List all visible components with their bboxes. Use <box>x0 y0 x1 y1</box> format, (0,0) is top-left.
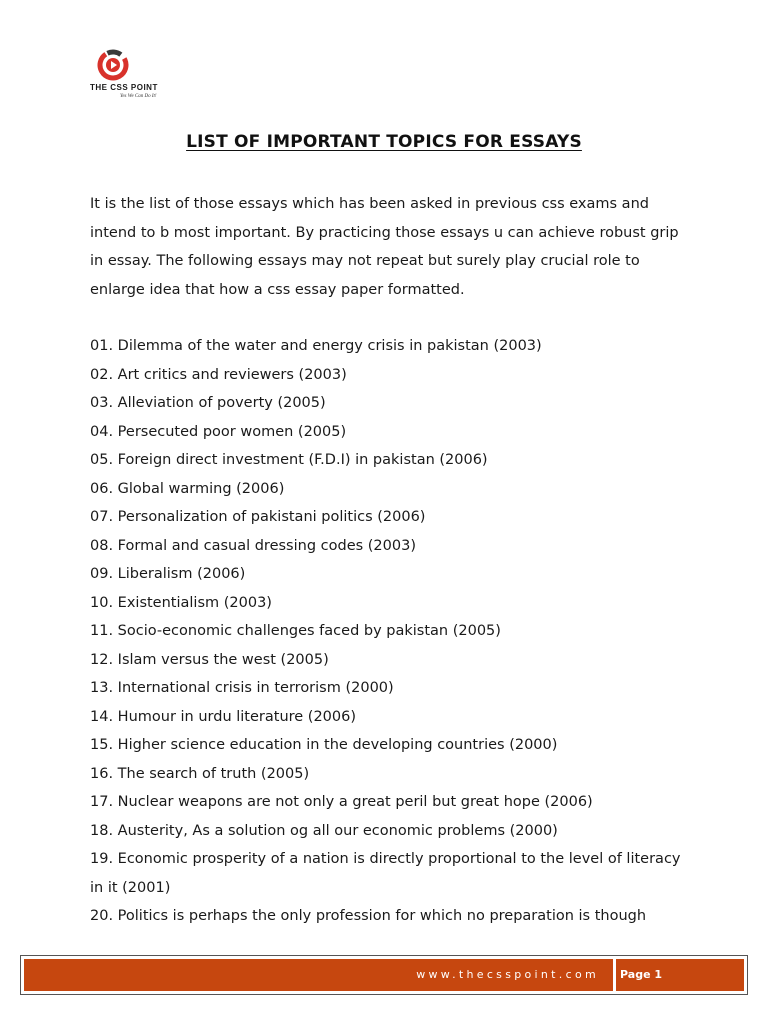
list-item: 05. Foreign direct investment (F.D.I) in pakistan (2006) <box>90 452 488 468</box>
document-body <box>90 190 690 931</box>
footer-divider <box>613 959 616 991</box>
list-item: 17. Nuclear weapons are not only a great peril but great hope (2006) <box>90 794 593 810</box>
footer-url-link[interactable]: www.thecsspoint.com <box>416 968 599 981</box>
list-item: 14. Humour in urdu literature (2006) <box>90 708 357 725</box>
list-item: 01. Dilemma of the water and energy crisis in pakistan (2003) <box>90 338 542 354</box>
logo-text: THE CSS POINT <box>90 83 158 92</box>
page-title: LIST OF IMPORTANT TOPICS FOR ESSAYS <box>186 132 582 152</box>
list-item: 19. Economic prosperity of a nation is directly proportional to the level of literacy in it (2001) <box>90 851 681 896</box>
list-item: 13. International crisis in terrorism (2000) <box>90 680 394 696</box>
list-item: 20. Politics is perhaps the only profession for which no preparation is though <box>90 908 647 924</box>
list-item: 08. Formal and casual dressing codes (2003) <box>90 537 416 554</box>
footer-bar <box>24 959 744 991</box>
page-footer <box>20 955 748 995</box>
list-item: 18. Austerity, As a solution og all our economic problems (2000) <box>90 822 558 839</box>
list-item: 04. Persecuted poor women (2005) <box>90 423 347 440</box>
list-item: 12. Islam versus the west (2005) <box>90 651 329 668</box>
list-item: 02. Art critics and reviewers (2003) <box>90 366 347 383</box>
logo <box>90 48 176 104</box>
list-item: 09. Liberalism (2006) <box>90 566 246 582</box>
list-item: 07. Personalization of pakistani politics (2006) <box>90 509 426 525</box>
list-item: 03. Alleviation of poverty (2005) <box>90 395 326 411</box>
list-item: 11. Socio-economic challenges faced by pakistan (2005) <box>90 623 501 639</box>
list-item: 16. The search of truth (2005) <box>90 765 310 782</box>
logo-emblem-icon <box>96 48 130 82</box>
list-item: 15. Higher science education in the developing countries (2000) <box>90 737 558 753</box>
list-item: 10. Existentialism (2003) <box>90 594 272 611</box>
page-number: Page 1 <box>620 968 663 981</box>
list-item: 06. Global warming (2006) <box>90 480 285 497</box>
intro-paragraph: It is the list of those essays which has been asked in previous css exams and intend to b most important. By practicing those essays u can achieve robust grip in essay. The following essays may not repeat but surely play crucial role to enlarge idea that how a css essay paper formatted. <box>90 196 679 298</box>
logo-tagline: Yes We Can Do It! <box>120 94 157 99</box>
topic-list <box>90 332 690 931</box>
